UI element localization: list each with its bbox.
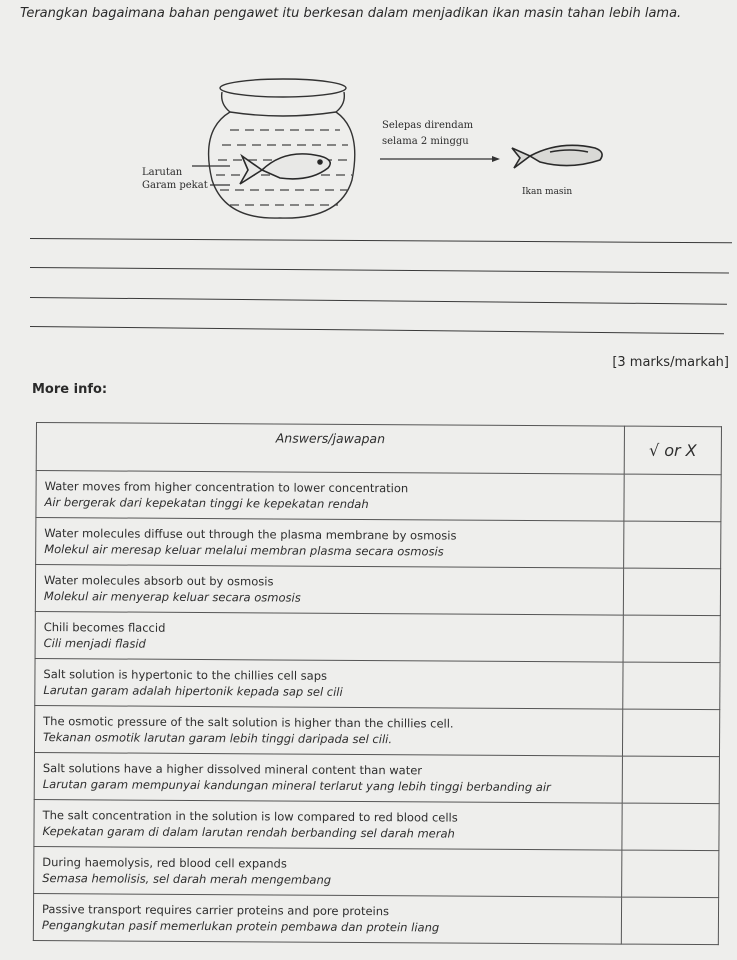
mark-cell[interactable] — [623, 662, 720, 710]
table-row — [33, 893, 718, 944]
statement-malay: Larutan garam mempunyai kandungan mineral terlarut yang lebih tinggi berbanding air — [42, 777, 551, 795]
statement-cell — [34, 705, 622, 756]
statement-cell — [36, 518, 624, 569]
mark-cell[interactable] — [623, 568, 720, 616]
question-text: Terangkan bagaimana bahan pengawet itu berkesan dalam menjadikan ikan masin tahan lebih lama. — [20, 6, 682, 21]
table-row — [35, 565, 720, 616]
jar — [209, 79, 355, 218]
statement-english: The osmotic pressure of the salt solution is higher than the chillies cell. — [43, 714, 454, 731]
mark-cell[interactable] — [624, 474, 721, 522]
statement-malay: Molekul air meresap keluar melalui membran plasma secara osmosis — [44, 542, 444, 559]
statement-cell — [34, 752, 622, 803]
fish-in-jar — [240, 154, 330, 184]
mark-cell[interactable] — [622, 850, 719, 898]
answer-line — [30, 267, 729, 273]
statement-english: Water molecules absorb out by osmosis — [43, 573, 274, 589]
label-solution: Larutan — [142, 167, 183, 178]
statement-english: Water molecules diffuse out through the plasma membrane by osmosis — [44, 526, 457, 543]
statement-malay: Tekanan osmotik larutan garam lebih tinggi daripada sel cili. — [43, 730, 393, 747]
statement-cell — [35, 565, 623, 616]
arrow-caption-2: selama 2 minggu — [382, 136, 469, 147]
statement-malay: Kepekatan garam di dalam larutan rendah berbanding sel darah merah — [42, 824, 455, 841]
statement-english: Salt solution is hypertonic to the chillies cell saps — [43, 667, 328, 683]
mark-cell[interactable] — [622, 709, 719, 757]
statement-english: During haemolysis, red blood cell expands — [42, 855, 287, 871]
statement-english: Chili becomes flaccid — [43, 620, 166, 635]
arrow-caption-1: Selepas direndam — [382, 120, 474, 131]
answer-line — [30, 326, 724, 334]
osmosis-diagram — [130, 70, 630, 230]
statement-cell — [34, 846, 622, 897]
statement-cell — [33, 893, 621, 944]
table-row — [36, 518, 721, 569]
mark-cell[interactable] — [622, 756, 719, 804]
salted-fish — [512, 145, 602, 168]
statement-malay: Pengangkutan pasif memerlukan protein pembawa dan protein liang — [41, 918, 440, 935]
marks-label: [3 marks/markah] — [612, 355, 729, 370]
statement-english: Water moves from higher concentration to lower concentration — [44, 479, 409, 496]
mark-cell[interactable] — [624, 521, 721, 569]
statement-english: Passive transport requires carrier proteins and pore proteins — [41, 902, 390, 919]
answers-table — [33, 422, 722, 945]
statement-cell — [36, 471, 624, 522]
header-answers: Answers/jawapan — [36, 423, 624, 475]
statement-malay: Larutan garam adalah hipertonik kepada sap sel cili — [43, 683, 343, 699]
header-mark: √ or X — [624, 426, 721, 475]
mark-cell[interactable] — [622, 803, 719, 851]
statement-malay: Molekul air menyerap keluar secara osmosis — [43, 589, 301, 605]
table-row — [34, 846, 719, 897]
mark-cell[interactable] — [621, 897, 718, 945]
process-arrow — [380, 156, 500, 162]
mark-cell[interactable] — [623, 615, 720, 663]
statement-malay: Semasa hemolisis, sel darah merah mengembang — [42, 871, 332, 887]
statement-english: The salt concentration in the solution is low compared to red blood cells — [42, 808, 458, 825]
statement-cell — [35, 658, 623, 709]
statement-malay: Cili menjadi flasid — [43, 636, 146, 651]
more-info-heading: More info: — [32, 382, 108, 397]
statement-english: Salt solutions have a higher dissolved mineral content than water — [42, 761, 423, 778]
statement-cell — [35, 611, 623, 662]
answer-line — [30, 297, 727, 305]
table-row — [35, 658, 720, 709]
table-row — [36, 471, 721, 522]
answer-line — [30, 238, 732, 243]
table-row — [35, 611, 720, 662]
table-row — [34, 799, 719, 850]
label-salt: Garam pekat — [142, 180, 208, 191]
table-row — [34, 752, 719, 803]
statement-cell — [34, 799, 622, 850]
table-header-row — [36, 423, 721, 475]
statement-malay: Air bergerak dari kepekatan tinggi ke kepekatan rendah — [44, 495, 369, 512]
label-salted-fish: Ikan masin — [522, 187, 573, 197]
table-row — [34, 705, 719, 756]
